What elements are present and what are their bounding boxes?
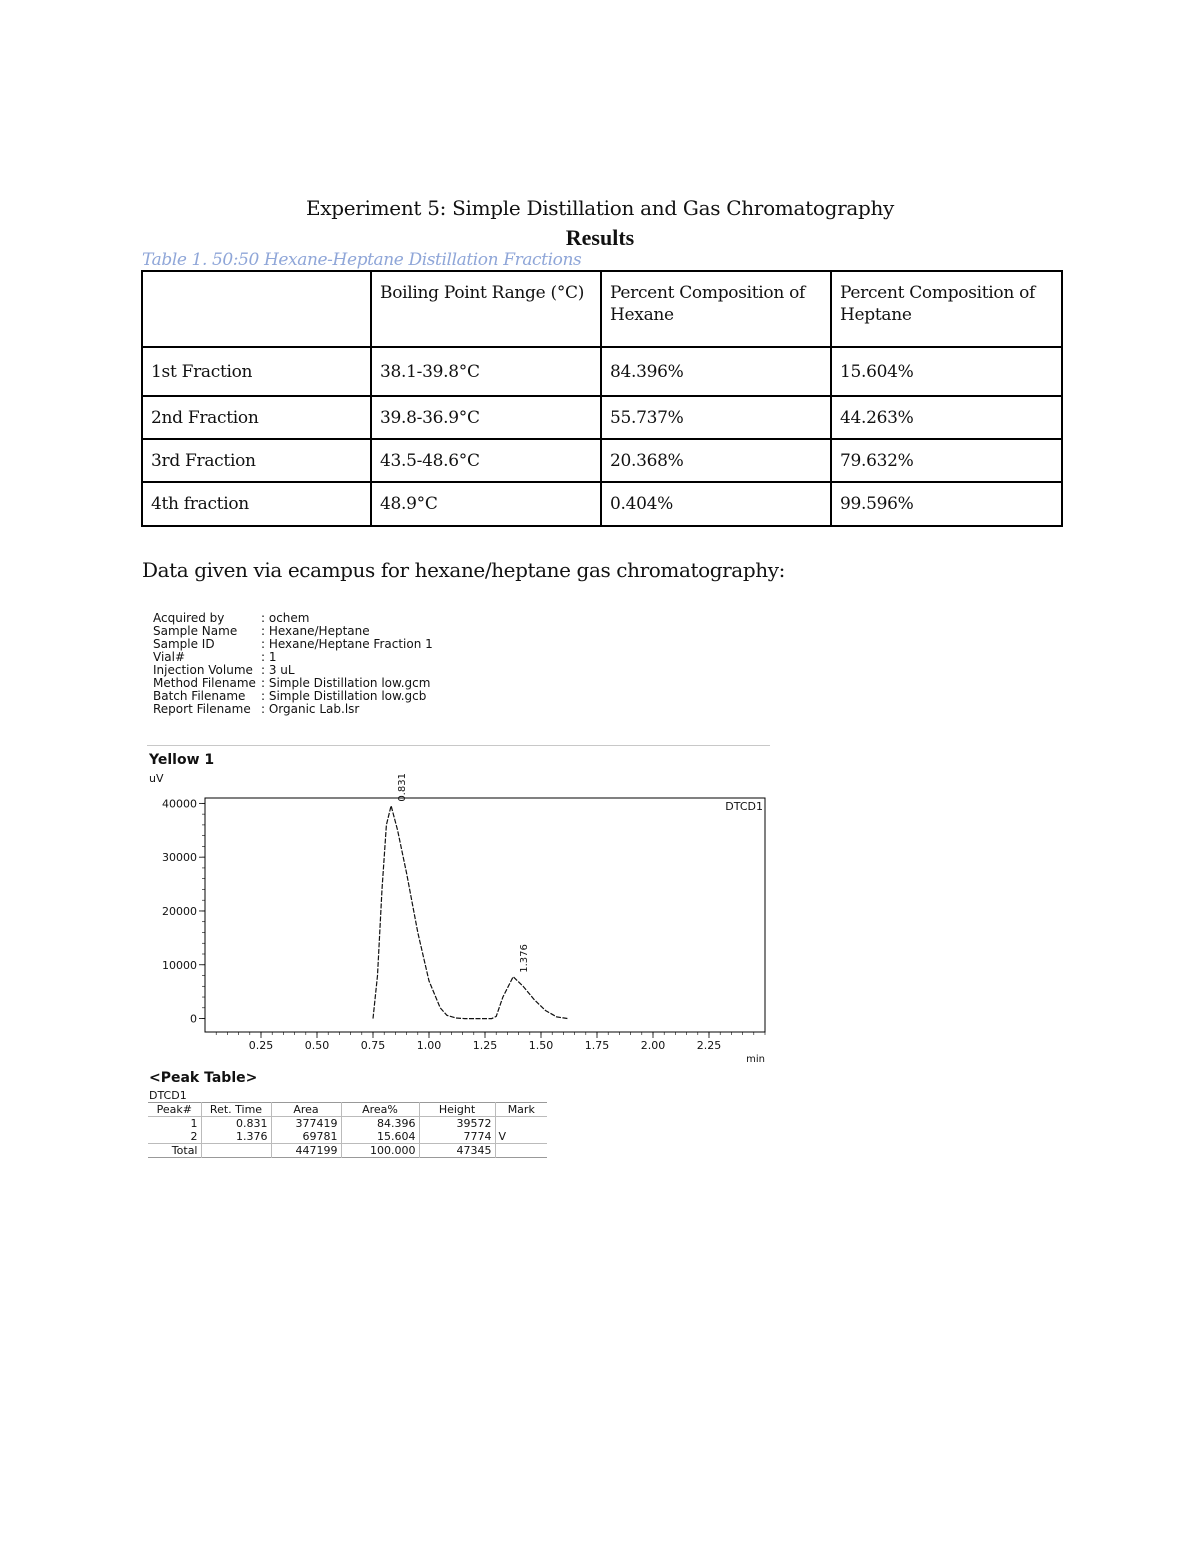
- peak-cell: 1.376: [201, 1130, 271, 1144]
- chart-title: Yellow 1: [149, 752, 215, 768]
- x-tick-label: 1.00: [416, 1039, 442, 1052]
- section-divider: [147, 745, 770, 746]
- peak-cell: 7774: [419, 1130, 495, 1144]
- meta-key: Sample Name: [153, 624, 238, 638]
- meta-value: : Hexane/Heptane Fraction 1: [261, 637, 433, 651]
- series-line: [373, 806, 568, 1019]
- table-cell: 20.368%: [601, 439, 831, 482]
- x-tick-label: 2.00: [640, 1039, 666, 1052]
- table-row: [142, 482, 1062, 526]
- table-cell: 48.9°C: [371, 482, 601, 526]
- meta-value: : Simple Distillation low.gcb: [261, 689, 427, 703]
- table-cell: 38.1-39.8°C: [371, 347, 601, 396]
- meta-key: Injection Volume: [153, 663, 253, 677]
- peak-label: 1.376: [519, 944, 531, 973]
- table-row: [142, 347, 1062, 396]
- table-cell: 55.737%: [601, 396, 831, 439]
- meta-value: : Simple Distillation low.gcm: [261, 676, 431, 690]
- report-metadata: [153, 612, 433, 716]
- peak-cell: 84.396: [341, 1117, 419, 1131]
- y-tick-label: 40000: [162, 797, 197, 811]
- legend-label: DTCD1: [725, 800, 763, 813]
- peak-cell: [495, 1117, 547, 1131]
- meta-row: [153, 703, 433, 716]
- document-title: Experiment 5: Simple Distillation and Gas Chromatography: [305, 196, 895, 220]
- peak-cell: 15.604: [341, 1130, 419, 1144]
- peak-header-cell: Area: [271, 1103, 341, 1117]
- meta-value: : 1: [261, 650, 277, 664]
- peak-cell: 1: [190, 1117, 198, 1130]
- peak-cell: 0.831: [201, 1117, 271, 1131]
- table-cell: 4th fraction: [142, 482, 371, 526]
- peak-cell: Total: [148, 1144, 201, 1158]
- table-cell: 79.632%: [831, 439, 1062, 482]
- x-axis-label: min: [746, 1054, 765, 1065]
- meta-value: : 3 uL: [261, 663, 295, 677]
- table-cell: 1st Fraction: [142, 347, 371, 396]
- table-cell: 39.8-36.9°C: [371, 396, 601, 439]
- header-cell: Percent Composition of Hexane: [601, 271, 831, 347]
- table-cell: 15.604%: [831, 347, 1062, 396]
- peak-cell: 447199: [271, 1144, 341, 1158]
- table-caption: Table 1. 50:50 Hexane-Heptane Distillation Fractions: [142, 250, 582, 270]
- meta-key: Sample ID: [153, 637, 215, 651]
- intro-text: Data given via ecampus for hexane/heptane gas chromatography:: [142, 558, 785, 582]
- peak-table-detector: DTCD1: [149, 1089, 187, 1102]
- peak-header-cell: Height: [419, 1103, 495, 1117]
- meta-key: Vial#: [153, 650, 186, 664]
- y-tick-label: 10000: [162, 958, 197, 972]
- meta-value: : ochem: [261, 611, 310, 625]
- table-cell: 84.396%: [601, 347, 831, 396]
- peak-cell: 47345: [419, 1144, 495, 1158]
- header-cell: Percent Composition of Heptane: [831, 271, 1062, 347]
- peak-header-cell: Ret. Time: [201, 1103, 271, 1117]
- meta-key: Batch Filename: [153, 689, 246, 703]
- peak-row: [148, 1117, 547, 1131]
- peak-table-title: <Peak Table>: [149, 1070, 258, 1086]
- peak-total-row: [148, 1144, 547, 1158]
- meta-row: [153, 638, 433, 651]
- table-cell: 99.596%: [831, 482, 1062, 526]
- fractions-table: [141, 270, 1063, 527]
- plot-frame: [205, 798, 765, 1032]
- peak-header-cell: Mark: [495, 1103, 547, 1117]
- x-tick-label: 0.50: [304, 1039, 330, 1052]
- peak-cell: 39572: [419, 1117, 495, 1131]
- peak-cell: V: [495, 1130, 547, 1144]
- peak-row: [148, 1130, 547, 1144]
- header-cell: [142, 271, 371, 347]
- peak-cell: 377419: [271, 1117, 341, 1131]
- peak-label: 0.831: [397, 773, 409, 802]
- table-cell: 3rd Fraction: [142, 439, 371, 482]
- peak-cell: 2: [190, 1130, 198, 1143]
- table-cell: 0.404%: [601, 482, 831, 526]
- x-tick-label: 0.25: [248, 1039, 274, 1052]
- x-tick-label: 1.25: [472, 1039, 498, 1052]
- table-row: [142, 439, 1062, 482]
- section-title: Results: [565, 225, 635, 250]
- meta-value: : Hexane/Heptane: [261, 624, 370, 638]
- table-cell: 44.263%: [831, 396, 1062, 439]
- meta-key: Acquired by: [153, 611, 225, 625]
- table-header-row: [142, 271, 1062, 347]
- table-cell: 2nd Fraction: [142, 396, 371, 439]
- x-tick-label: 0.75: [360, 1039, 386, 1052]
- peak-table: [148, 1102, 547, 1158]
- meta-key: Report Filename: [153, 702, 251, 716]
- table-cell: 43.5-48.6°C: [371, 439, 601, 482]
- x-tick-label: 1.50: [528, 1039, 554, 1052]
- table-row: [142, 396, 1062, 439]
- peak-cell: 100.000: [341, 1144, 419, 1158]
- peak-cell: [201, 1144, 271, 1158]
- x-tick-label: 2.25: [696, 1039, 722, 1052]
- peak-header-cell: Peak#: [148, 1103, 201, 1117]
- peak-header-cell: Area%: [341, 1103, 419, 1117]
- peak-cell: 69781: [271, 1130, 341, 1144]
- y-tick-label: 0: [190, 1012, 197, 1026]
- peak-header-row: [148, 1103, 547, 1117]
- meta-value: : Organic Lab.lsr: [261, 702, 360, 716]
- chart-unit: uV: [149, 772, 164, 785]
- meta-key: Method Filename: [153, 676, 256, 690]
- x-tick-label: 1.75: [584, 1039, 610, 1052]
- header-cell: Boiling Point Range (°C): [371, 271, 601, 347]
- y-tick-label: 30000: [162, 851, 197, 865]
- y-tick-label: 20000: [162, 904, 197, 918]
- peak-cell: [495, 1144, 547, 1158]
